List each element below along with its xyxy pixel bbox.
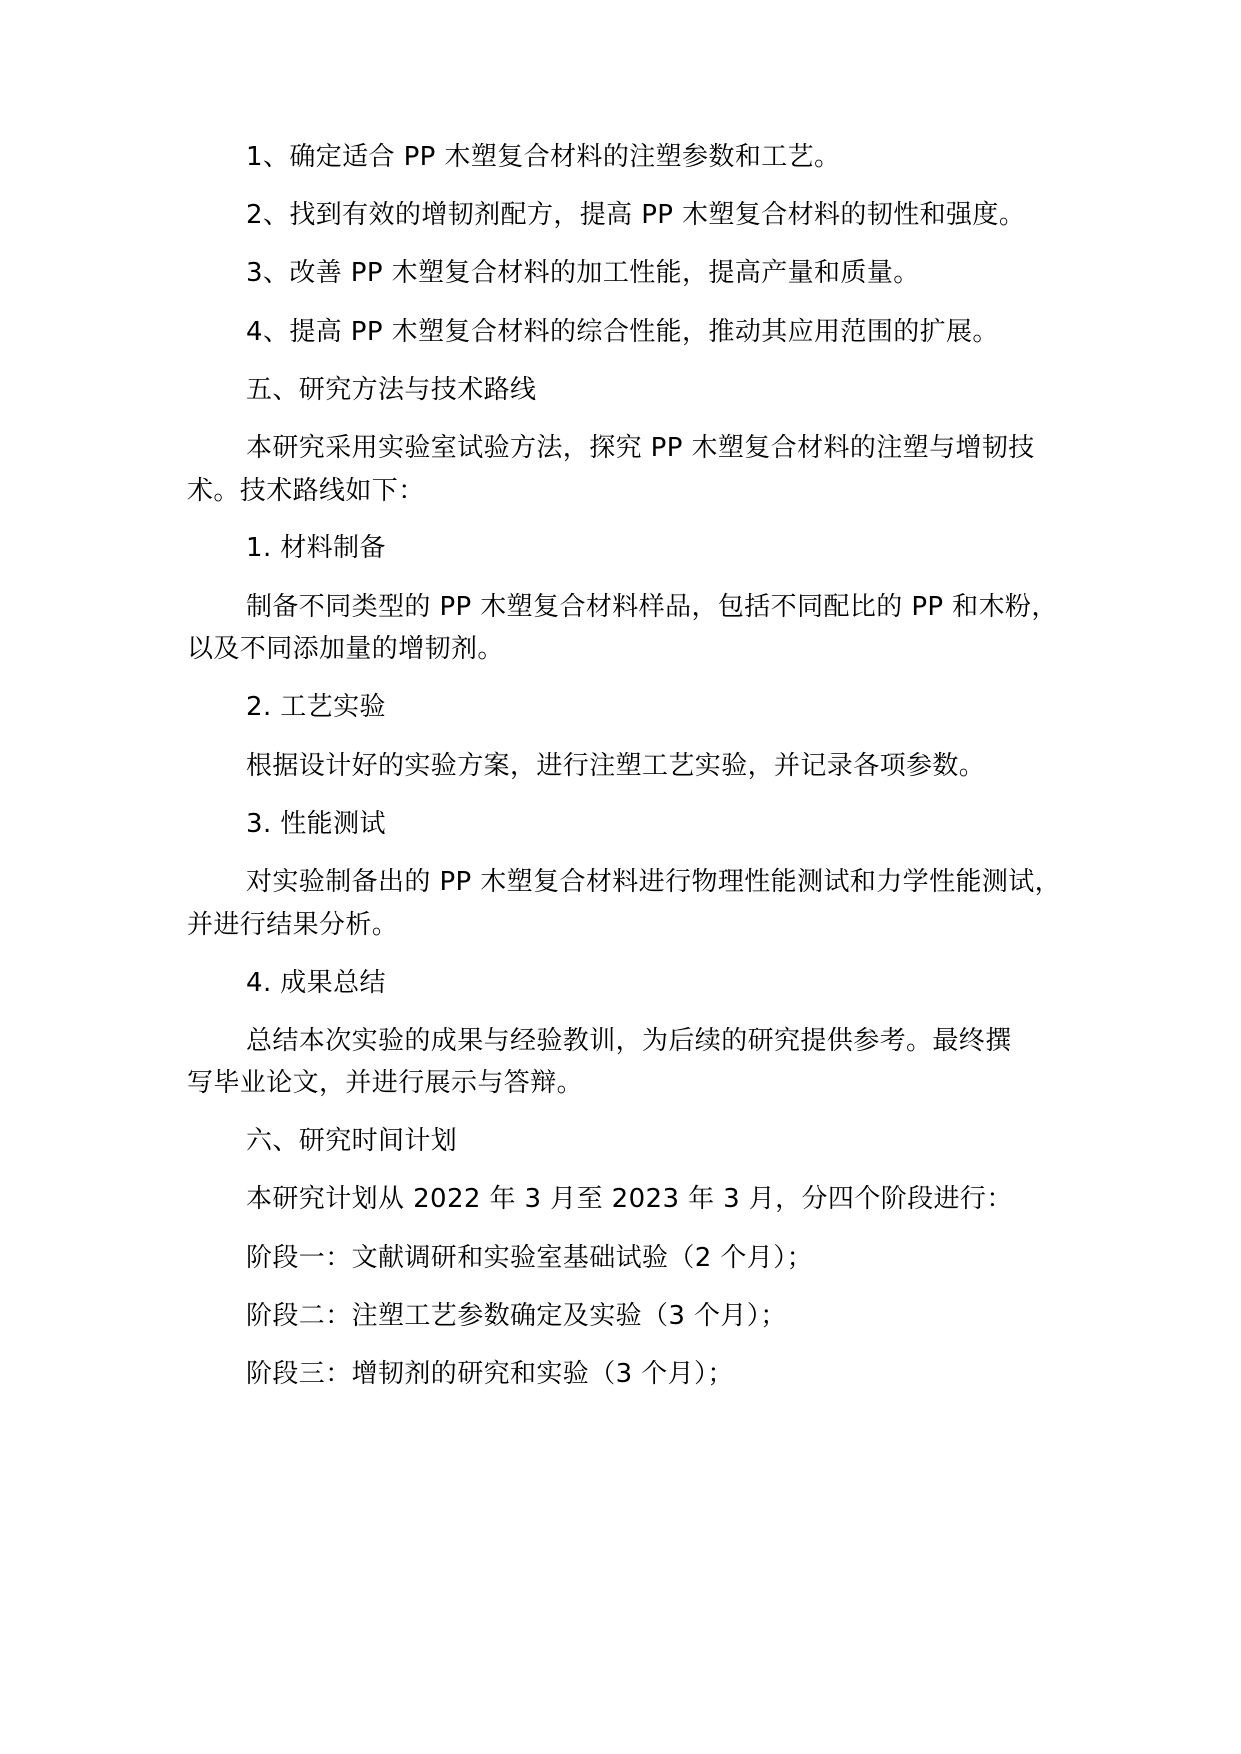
objective-item-4: 4、提高 PP 木塑复合材料的综合性能，推动其应用范围的扩展。 — [246, 317, 999, 347]
step-4-text-line-2: 写毕业论文，并进行展示与答辩。 — [187, 1068, 584, 1098]
objective-item-1: 1、确定适合 PP 木塑复合材料的注塑参数和工艺。 — [246, 142, 841, 172]
section-5-intro-line-2: 术。技术路线如下： — [187, 476, 425, 506]
step-2-text-line-1: 根据设计好的实验方案，进行注塑工艺实验，并记录各项参数。 — [246, 751, 986, 781]
objective-item-2: 2、找到有效的增韧剂配方，提高 PP 木塑复合材料的韧性和强度。 — [246, 200, 1026, 230]
step-1-text-line-2: 以及不同添加量的增韧剂。 — [187, 634, 504, 664]
section-5-intro-line-1: 本研究采用实验室试验方法，探究 PP 木塑复合材料的注塑与增韧技 — [246, 433, 1035, 463]
step-4-text-line-1: 总结本次实验的成果与经验教训，为后续的研究提供参考。最终撰 — [246, 1026, 1012, 1056]
objective-item-3: 3、改善 PP 木塑复合材料的加工性能，提高产量和质量。 — [246, 258, 920, 288]
section-6-heading: 六、研究时间计划 — [246, 1126, 458, 1156]
step-3-title: 3. 性能测试 — [246, 809, 386, 839]
phase-item-1: 阶段一：文献调研和实验室基础试验（2 个月）； — [246, 1243, 814, 1273]
section-5-heading: 五、研究方法与技术路线 — [246, 375, 537, 405]
step-2-title: 2. 工艺实验 — [246, 692, 386, 722]
step-4-title: 4. 成果总结 — [246, 968, 386, 998]
step-1-text-line-1: 制备不同类型的 PP 木塑复合材料样品，包括不同配比的 PP 和木粉， — [246, 592, 1058, 622]
phase-item-3: 阶段三：增韧剂的研究和实验（3 个月）； — [246, 1359, 734, 1389]
phase-item-2: 阶段二：注塑工艺参数确定及实验（3 个月）； — [246, 1301, 787, 1331]
step-3-text-line-1: 对实验制备出的 PP 木塑复合材料进行物理性能测试和力学性能测试， — [246, 867, 1062, 897]
step-1-title: 1. 材料制备 — [246, 533, 386, 563]
step-3-text-line-2: 并进行结果分析。 — [187, 910, 399, 940]
section-6-intro: 本研究计划从 2022 年 3 月至 2023 年 3 月，分四个阶段进行： — [246, 1184, 1013, 1214]
